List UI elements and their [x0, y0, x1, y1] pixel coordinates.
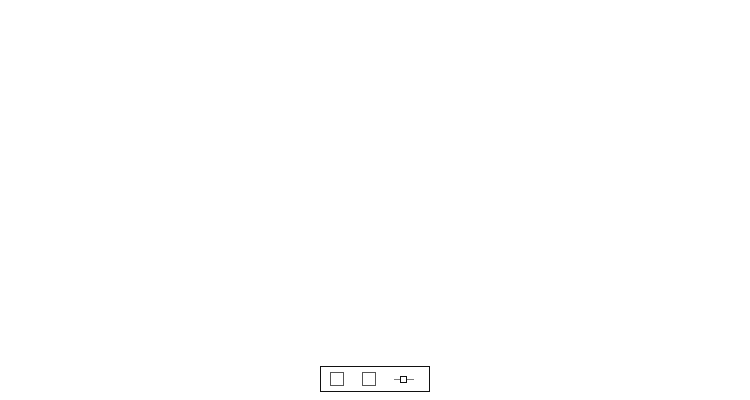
moyenne-line-marker-icon [394, 373, 414, 385]
legend-item-temperature-min [330, 372, 350, 386]
temperature-max-swatch-icon [362, 372, 376, 386]
legend-item-moyenne [394, 373, 420, 385]
chart-legend [320, 366, 430, 392]
legend-item-temperature-max [362, 372, 382, 386]
temperature-min-swatch-icon [330, 372, 344, 386]
